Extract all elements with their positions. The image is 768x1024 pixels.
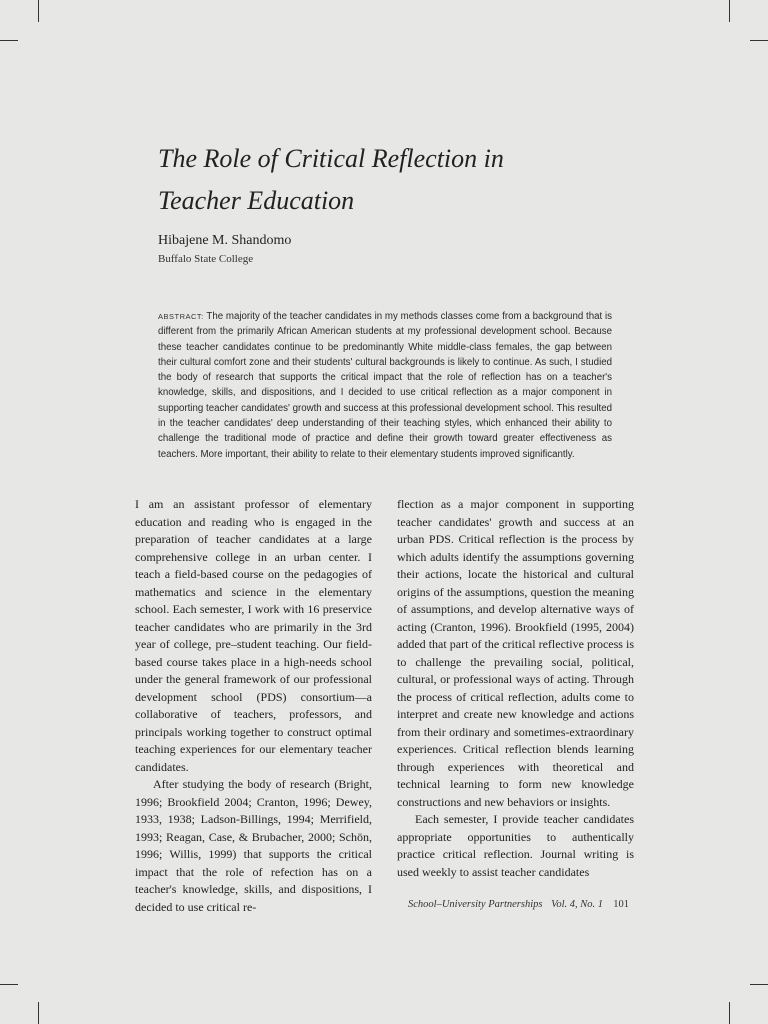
abstract-text: The majority of the teacher candidates in my methods classes come from a background that is different from the primarily African American students at my professional development school. Because these teacher candidates continue to be predominantly White middle-class females, the gap between their cultural comfort zone and their students' cultural backgrounds is likely to continue. As such, I studied the body of research that supports the critical impact that the role of reflection has on a teacher's knowledge, skills, and dispositions, and I decided to use critical reflection as a major component in supporting teacher candidates' growth and success at this professional development school. This resulted in the teacher candidates' deep understanding of their teaching styles, which enhanced their ability to challenge the traditional mode of practice and define their growth toward greater effectiveness as teachers. More important, their ability to relate to their elementary students improved significantly. bbox=[158, 311, 612, 460]
crop-mark bbox=[38, 1002, 39, 1024]
abstract bbox=[158, 309, 612, 462]
body-paragraph: Each semester, I provide teacher candidates appropriate opportunities to authentically practice critical reflection. Journal writing is used weekly to assist teacher candidates bbox=[397, 812, 634, 879]
crop-mark bbox=[0, 40, 18, 41]
journal-issue: Vol. 4, No. 1 bbox=[551, 899, 603, 910]
crop-mark bbox=[729, 0, 730, 22]
abstract-label: ABSTRACT: bbox=[158, 312, 204, 321]
body-column-left bbox=[135, 496, 372, 916]
crop-mark bbox=[750, 984, 768, 985]
article-title bbox=[158, 138, 678, 222]
crop-mark bbox=[0, 984, 18, 985]
author-affiliation: Buffalo State College bbox=[158, 253, 254, 265]
page-number: 101 bbox=[613, 899, 629, 910]
page-footer bbox=[408, 899, 629, 910]
crop-mark bbox=[750, 40, 768, 41]
body-column-right bbox=[397, 496, 634, 881]
body-paragraph: flection as a major component in supporting teacher candidates' growth and success at an urban PDS. Critical reflection is the process by which adults identify the assumptions governing their actions, locate the historical and cultural origins of the assumptions, question the meaning of assumptions, and develop alternative ways of acting (Cranton, 1996). Brookfield (1995, 2004) added that part of the critical reflective process is to challenge the prevailing social, political, cultural, or professional ways of acting. Through the process of critical reflection, adults come to interpret and create new knowledge and actions from their ordinary and sometimes-extraordinary experiences. Critical reflection blends learning through experiences with theoretical and technical learning to form new knowledge constructions and new behaviors or insights. bbox=[397, 497, 634, 809]
author-name: Hibajene M. Shandomo bbox=[158, 233, 292, 248]
crop-mark bbox=[38, 0, 39, 22]
body-paragraph: After studying the body of research (Bright, 1996; Brookfield 2004; Cranton, 1996; Dewey, 1933, 1938; Ladson-Billings, 1994; Merrifield, 1993; Reagan, Case, & Brubacher, 2000; Schön, 1996; Willis, 1999) that supports the critical impact that the role of refection has on a teacher's knowledge, skills, and dispositions, I decided to use critical re- bbox=[135, 777, 372, 914]
title-line-2: Teacher Education bbox=[158, 186, 355, 215]
crop-mark bbox=[729, 1002, 730, 1024]
title-line-1: The Role of Critical Reflection in bbox=[158, 144, 504, 173]
journal-name: School–University Partnerships bbox=[408, 899, 543, 910]
body-paragraph: I am an assistant professor of elementary education and reading who is engaged in the preparation of teacher candidates at a large comprehensive college in an urban center. I teach a field-based course on the pedagogies of mathematics and science in the elementary school. Each semester, I work with 16 preservice teacher candidates who are primarily in the 3rd year of college, pre–student teaching. Our field-based course takes place in a high-needs school under the general framework of our professional development school (PDS) consortium—a collaborative of teachers, professors, and principals working together to construct optimal teaching experiences for our elementary teacher candidates. bbox=[135, 497, 372, 774]
